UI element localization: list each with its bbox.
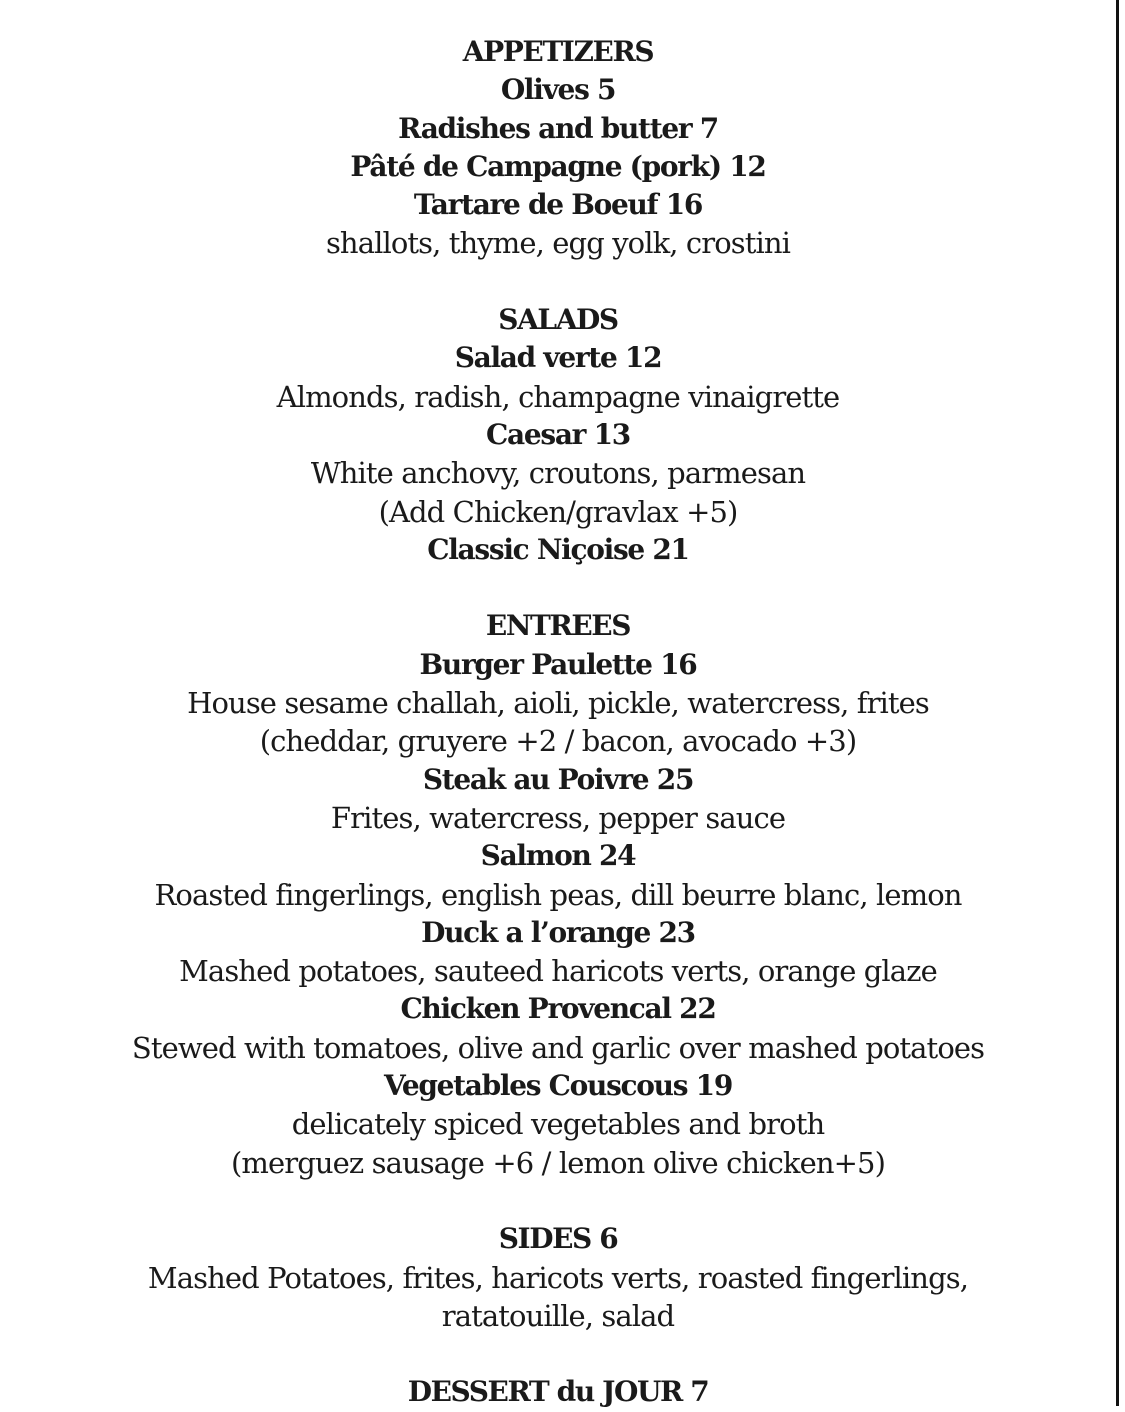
menu-item-salmon-description: Roasted fingerlings, english peas, dill beurre blanc, lemon [154, 877, 962, 912]
menu-item-caesar-addon: (Add Chicken/gravlax +5) [378, 494, 738, 529]
menu-item-tartare-description: shallots, thyme, egg yolk, crostini [325, 226, 791, 261]
menu-item-nicoise: Classic Niçoise 21 [427, 532, 689, 566]
menu-item-duck: Duck a l’orange 23 [421, 915, 695, 949]
menu-item-burger: Burger Paulette 16 [419, 647, 697, 681]
menu-item-chicken-description: Stewed with tomatoes, olive and garlic over mashed potatoes [131, 1030, 985, 1065]
menu-item-couscous-description: delicately spiced vegetables and broth [291, 1107, 825, 1142]
menu-item-salmon: Salmon 24 [480, 839, 636, 873]
section-spacer [0, 569, 1116, 607]
menu-item-tartare: Tartare de Boeuf 16 [413, 188, 703, 222]
menu-item-couscous-addon: (merguez sausage +6 / lemon olive chicken+5) [230, 1145, 886, 1180]
salads-heading: SALADS [498, 303, 618, 337]
menu-item-olives: Olives 5 [500, 73, 616, 107]
menu-item-salad-verte-description: Almonds, radish, champagne vinaigrette [276, 379, 840, 414]
menu-item-steak-description: Frites, watercress, pepper sauce [330, 800, 786, 835]
section-spacer [0, 263, 1116, 301]
dessert-heading: DESSERT du JOUR 7 [407, 1375, 709, 1409]
appetizers-heading: APPETIZERS [462, 35, 654, 68]
menu-item-burger-description: House sesame challah, aioli, pickle, watercress, frites [187, 686, 929, 721]
menu-item-steak: Steak au Poivre 25 [422, 762, 694, 796]
sides-heading: SIDES 6 [498, 1222, 618, 1256]
menu-item-radishes: Radishes and butter 7 [398, 111, 718, 145]
entrees-heading: ENTREES [485, 609, 631, 643]
menu-item-couscous: Vegetables Couscous 19 [383, 1069, 733, 1103]
menu [0, 33, 1116, 1412]
section-spacer [0, 1182, 1116, 1220]
menu-item-duck-description: Mashed potatoes, sauteed haricots verts, orange glaze [179, 954, 937, 989]
menu-item-chicken: Chicken Provencal 22 [400, 992, 716, 1026]
sides-list-line-2: ratatouille, salad [441, 1298, 675, 1333]
menu-item-caesar: Caesar 13 [486, 417, 630, 451]
menu-item-burger-addon: (cheddar, gruyere +2 / bacon, avocado +3) [259, 724, 857, 759]
menu-item-caesar-description: White anchovy, croutons, parmesan [310, 456, 806, 491]
section-spacer [0, 1335, 1116, 1373]
page-right-border [1116, 0, 1119, 1406]
sides-list-line-1: Mashed Potatoes, frites, haricots verts, roasted fingerlings, [147, 1260, 969, 1295]
menu-item-pate: Pâté de Campagne (pork) 12 [350, 149, 766, 183]
menu-item-salad-verte: Salad verte 12 [454, 341, 662, 375]
